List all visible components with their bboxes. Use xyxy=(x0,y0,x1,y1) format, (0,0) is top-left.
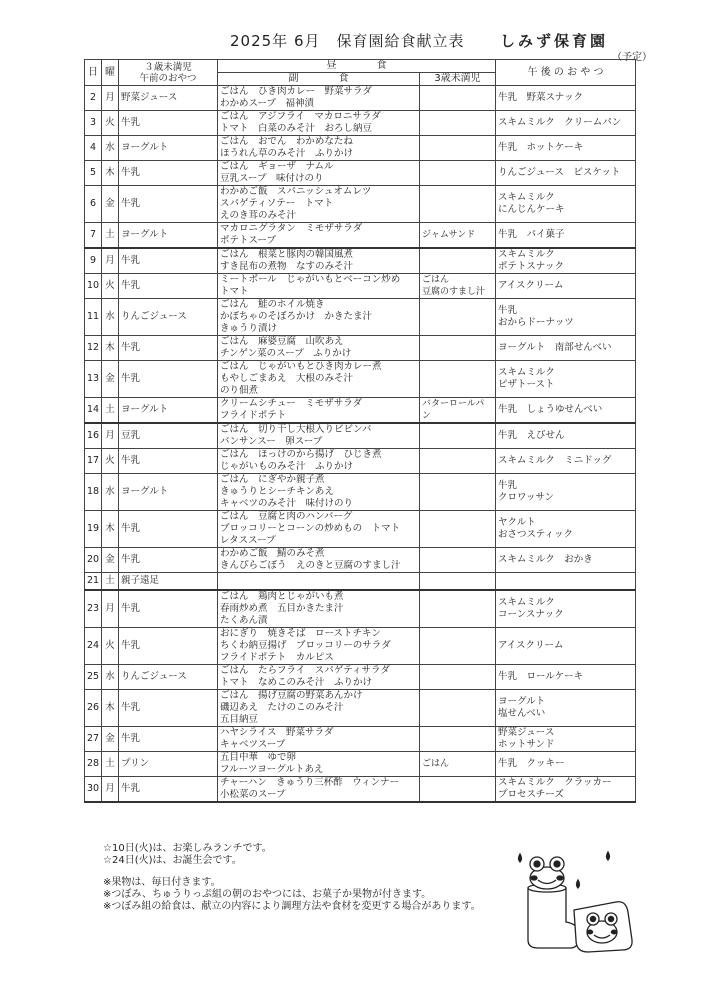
menu-row xyxy=(85,751,636,776)
am-snack-cell: プリン xyxy=(119,751,218,776)
weekday-cell: 月 xyxy=(102,86,119,111)
pm-snack-cell xyxy=(496,627,636,664)
menu-row xyxy=(85,474,636,511)
lunch-line: トマト 白菜のみそ汁 おろし納豆 xyxy=(220,123,373,134)
am-snack-cell: 牛乳 xyxy=(119,627,218,664)
frogs-in-boots-illustration xyxy=(508,840,638,960)
notes xyxy=(103,843,481,913)
pm-snack-line: 牛乳 えびせん xyxy=(498,430,565,441)
lunch-cell xyxy=(218,299,420,336)
pm-snack-line: にんじんケーキ xyxy=(498,204,565,215)
menu-table xyxy=(84,59,636,803)
day-cell: 18 xyxy=(85,474,102,511)
am-snack-cell: ヨーグルト xyxy=(119,474,218,511)
weekday-cell: 土 xyxy=(102,398,119,424)
am-snack-cell: 豆乳 xyxy=(119,423,218,449)
pm-snack-cell xyxy=(496,474,636,511)
lunch-line: ポテトスープ xyxy=(220,235,276,246)
under3-cell xyxy=(420,161,496,186)
pm-snack-cell xyxy=(496,274,636,299)
day-cell: 19 xyxy=(85,511,102,548)
lunch-line: えのき茸のみそ汁 xyxy=(220,210,297,221)
lunch-line: もやしごまあえ 大根のみそ汁 xyxy=(220,373,354,384)
lunch-line: ハヤシライス 野菜サラダ xyxy=(220,726,334,738)
header-pm-snack: 午 後 の お や つ xyxy=(496,60,636,86)
am-snack-cell: 牛乳 xyxy=(119,776,218,802)
am-snack-cell: 牛乳 xyxy=(119,726,218,751)
pm-snack-cell xyxy=(496,361,636,398)
weekday-cell: 火 xyxy=(102,627,119,664)
day-cell: 30 xyxy=(85,776,102,802)
pm-snack-line: 牛乳 xyxy=(498,480,518,491)
pm-snack-cell xyxy=(496,111,636,136)
pm-snack-line: ヨーグルト 南部せんべい xyxy=(498,342,612,353)
lunch-cell xyxy=(218,474,420,511)
lunch-line: キャベツスープ xyxy=(220,738,286,750)
lunch-line: ごはん にぎやか親子煮 xyxy=(220,474,325,485)
pm-snack-cell xyxy=(496,548,636,573)
am-snack-cell: りんごジュース xyxy=(119,299,218,336)
am-snack-cell: 牛乳 xyxy=(119,336,218,361)
lunch-line: ブロッコリーとコーンの炒めもの トマト xyxy=(220,523,401,534)
lunch-line: かぼちゃのそぼろかけ かきたま汁 xyxy=(220,311,373,322)
under3-cell xyxy=(420,573,496,590)
day-cell: 27 xyxy=(85,726,102,751)
day-cell: 16 xyxy=(85,423,102,449)
weekday-cell: 月 xyxy=(102,776,119,802)
pm-snack-cell xyxy=(496,136,636,161)
am-snack-cell: ヨーグルト xyxy=(119,136,218,161)
weekday-cell: 火 xyxy=(102,111,119,136)
day-cell: 6 xyxy=(85,186,102,223)
menu-row xyxy=(85,223,636,249)
header-weekday: 曜 xyxy=(102,60,119,86)
lunch-cell xyxy=(218,398,420,424)
lunch-line: ごはん 揚げ豆腐の野菜あんかけ xyxy=(220,689,363,701)
day-cell: 17 xyxy=(85,449,102,474)
lunch-cell xyxy=(218,161,420,186)
lunch-cell xyxy=(218,573,420,590)
lunch-line: じゃがいものみそ汁 ふりかけ xyxy=(220,461,354,472)
pm-snack-line: おからドーナッツ xyxy=(498,317,574,328)
pm-snack-line: 牛乳 xyxy=(498,305,518,316)
day-cell: 12 xyxy=(85,336,102,361)
lunch-line: スパゲティソテー トマト xyxy=(220,198,334,209)
weekday-cell: 金 xyxy=(102,361,119,398)
day-cell: 10 xyxy=(85,274,102,299)
lunch-line: きんぴらごぼう えのきと豆腐のすまし汁 xyxy=(220,560,401,571)
note-gap xyxy=(103,867,481,877)
pm-snack-line: ピザトースト xyxy=(498,379,555,390)
menu-row xyxy=(85,511,636,548)
weekday-cell: 金 xyxy=(102,548,119,573)
header-lunch: 昼 食 xyxy=(218,60,496,73)
menu-row xyxy=(85,299,636,336)
pm-snack-line: 塩せんべい xyxy=(498,707,546,719)
pm-snack-line: スキムミルク xyxy=(498,367,555,378)
under3-cell xyxy=(420,664,496,689)
pm-snack-cell xyxy=(496,336,636,361)
lunch-cell xyxy=(218,548,420,573)
menu-row xyxy=(85,274,636,299)
pm-snack-line: 牛乳 しょうゆせんべい xyxy=(498,404,603,415)
day-cell: 13 xyxy=(85,361,102,398)
header-am-snack: ３歳未満児 午前のおやつ xyxy=(119,60,218,86)
day-cell: 2 xyxy=(85,86,102,111)
pm-snack-cell xyxy=(496,573,636,590)
lunch-line: 小松菜のスープ xyxy=(220,788,286,800)
pm-snack-line: ヨーグルト xyxy=(498,695,546,707)
pm-snack-line: コーンスナック xyxy=(498,608,564,620)
am-snack-cell: 牛乳 xyxy=(119,186,218,223)
am-snack-cell: 牛乳 xyxy=(119,689,218,726)
lunch-line: フライドポテト カルピス xyxy=(220,651,334,663)
under3-cell xyxy=(420,548,496,573)
lunch-cell xyxy=(218,274,420,299)
day-cell: 3 xyxy=(85,111,102,136)
lunch-cell xyxy=(218,664,420,689)
lunch-cell xyxy=(218,361,420,398)
lunch-line: フルーツヨーグルトあえ xyxy=(220,763,324,775)
weekday-cell: 月 xyxy=(102,423,119,449)
lunch-line: ごはん 麻婆豆腐 山吹あえ xyxy=(220,336,344,347)
pm-snack-cell xyxy=(496,248,636,274)
pm-snack-line: クロワッサン xyxy=(498,492,555,503)
lunch-line: ごはん 豆腐と肉のハンバーグ xyxy=(220,511,353,522)
lunch-cell xyxy=(218,511,420,548)
am-snack-cell: 親子遠足 xyxy=(119,573,218,590)
menu-row xyxy=(85,423,636,449)
lunch-line: わかめスープ 福神漬 xyxy=(220,98,315,109)
header-day: 日 xyxy=(85,60,102,86)
day-cell: 14 xyxy=(85,398,102,424)
pm-snack-line: おさつスティック xyxy=(498,529,574,540)
header-side-dish: 副 食 xyxy=(218,73,420,86)
weekday-cell: 月 xyxy=(102,248,119,274)
lunch-line: トマト xyxy=(220,286,249,297)
day-cell: 11 xyxy=(85,299,102,336)
pm-snack-line: 牛乳 クッキー xyxy=(498,757,565,769)
day-cell: 25 xyxy=(85,664,102,689)
lunch-line: 春雨炒め煮 五目かきたま汁 xyxy=(220,602,344,614)
lunch-cell xyxy=(218,726,420,751)
pm-snack-line: 牛乳 ホットケーキ xyxy=(498,142,584,153)
lunch-cell xyxy=(218,336,420,361)
under3-cell: ごはん xyxy=(420,751,496,776)
menu-row xyxy=(85,548,636,573)
weekday-cell: 水 xyxy=(102,474,119,511)
am-snack-cell: 牛乳 xyxy=(119,111,218,136)
under3-cell xyxy=(420,590,496,628)
pm-snack-cell xyxy=(496,776,636,802)
pm-snack-line: スキムミルク クラッカー xyxy=(498,776,612,788)
lunch-line: ごはん おでん わかめなたね xyxy=(220,136,353,147)
lunch-cell xyxy=(218,86,420,111)
menu-row xyxy=(85,776,636,802)
weekday-cell: 火 xyxy=(102,449,119,474)
pm-snack-line: スキムミルク クリームパン xyxy=(498,117,622,128)
day-cell: 4 xyxy=(85,136,102,161)
lunch-line: マカロニグラタン ミモザサラダ xyxy=(220,223,363,234)
school-name: しみず保育園 xyxy=(500,32,609,50)
menu-row xyxy=(85,86,636,111)
lunch-cell xyxy=(218,776,420,802)
pm-snack-line: 牛乳 ロールケーキ xyxy=(498,670,584,682)
weekday-cell: 水 xyxy=(102,136,119,161)
am-snack-cell: 牛乳 xyxy=(119,274,218,299)
lunch-cell xyxy=(218,449,420,474)
lunch-line: ごはん ギョーザ ナムル xyxy=(220,161,334,172)
lunch-cell xyxy=(218,111,420,136)
weekday-cell: 土 xyxy=(102,751,119,776)
lunch-cell xyxy=(218,248,420,274)
pm-snack-cell xyxy=(496,726,636,751)
pm-snack-line: スキムミルク ミニドッグ xyxy=(498,455,612,466)
pm-snack-line: スキムミルク xyxy=(498,596,555,608)
am-snack-cell: りんごジュース xyxy=(119,664,218,689)
lunch-line: チャーハン きゅうり三杯酢 ウィンナー xyxy=(220,776,400,788)
lunch-line: レタススープ xyxy=(220,535,276,546)
menu-row xyxy=(85,573,636,590)
am-snack-cell: 牛乳 xyxy=(119,590,218,628)
day-cell: 24 xyxy=(85,627,102,664)
under3-cell: ジャムサンド xyxy=(420,223,496,249)
lunch-line: ミートボール じゃがいもとベーコン炒め xyxy=(220,274,401,285)
menu-row xyxy=(85,726,636,751)
under3-cell xyxy=(420,136,496,161)
lunch-line: バンサンスー 卵スープ xyxy=(220,436,323,447)
menu-row xyxy=(85,627,636,664)
weekday-cell: 火 xyxy=(102,274,119,299)
under3-cell: バターロールパン xyxy=(420,398,496,424)
am-snack-cell: 牛乳 xyxy=(119,361,218,398)
lunch-line: ごはん 切り干し大根入りビビンバ xyxy=(220,424,372,435)
pm-snack-cell xyxy=(496,223,636,249)
pm-snack-line: 牛乳 野菜スナック xyxy=(498,92,584,103)
pm-snack-line: 牛乳 パイ菓子 xyxy=(498,229,565,240)
weekday-cell: 月 xyxy=(102,590,119,628)
under3-cell xyxy=(420,248,496,274)
lunch-line: ごはん ひき肉カレー 野菜サラダ xyxy=(220,86,372,97)
note-line: ※つぼみ組の給食は、献立の内容により調理方法や食材を変更する場合があります。 xyxy=(103,901,481,912)
pm-snack-line: ポテトスナック xyxy=(498,261,565,272)
lunch-line: キャベツのみそ汁 味付けのり xyxy=(220,498,354,509)
page-title: 2025年 6月 保育園給食献立表 xyxy=(230,32,465,50)
day-cell: 7 xyxy=(85,223,102,249)
am-snack-cell: 牛乳 xyxy=(119,548,218,573)
lunch-line: ごはん 鮭のホイル焼き xyxy=(220,299,325,310)
lunch-line: たくあん漬 xyxy=(220,614,268,626)
page-header xyxy=(0,30,707,54)
lunch-line: のり佃煮 xyxy=(220,385,259,396)
lunch-line: ごはん たらフライ スパゲティサラダ xyxy=(220,664,390,676)
pm-snack-cell xyxy=(496,664,636,689)
weekday-cell: 金 xyxy=(102,726,119,751)
lunch-line: ほうれん草のみそ汁 ふりかけ xyxy=(220,148,354,159)
menu-row xyxy=(85,449,636,474)
pm-snack-line: スキムミルク xyxy=(498,249,555,260)
lunch-line: 磯辺あえ たけのこのみそ汁 xyxy=(220,701,344,713)
weekday-cell: 木 xyxy=(102,689,119,726)
under3-cell xyxy=(420,776,496,802)
lunch-line: フライドポテト xyxy=(220,410,287,421)
under3-cell xyxy=(420,186,496,223)
pm-snack-line: 野菜ジュース xyxy=(498,726,555,738)
under3-cell xyxy=(420,726,496,751)
lunch-line: わかめご飯 スパニッシュオムレツ xyxy=(220,186,372,197)
menu-row xyxy=(85,111,636,136)
pm-snack-line: ホットサンド xyxy=(498,738,555,750)
menu-row xyxy=(85,664,636,689)
lunch-line: トマト なめこのみそ汁 ふりかけ xyxy=(220,676,373,688)
pm-snack-line: アイスクリーム xyxy=(498,639,564,651)
lunch-cell xyxy=(218,223,420,249)
menu-row xyxy=(85,161,636,186)
lunch-line: ごはん 鶏肉とじゃがいも煮 xyxy=(220,590,344,602)
pm-snack-line: プロセスチーズ xyxy=(498,788,564,800)
pm-snack-cell xyxy=(496,398,636,424)
weekday-cell: 水 xyxy=(102,664,119,689)
menu-body xyxy=(85,86,636,802)
day-cell: 20 xyxy=(85,548,102,573)
under3-cell xyxy=(420,627,496,664)
pm-snack-line: アイスクリーム xyxy=(498,280,564,291)
planned-label: （予定） xyxy=(612,52,652,63)
menu-row xyxy=(85,590,636,628)
lunch-line: ごはん アジフライ マカロニサラダ xyxy=(220,111,381,122)
header-under3: 3歳未満児 xyxy=(420,73,496,86)
day-cell: 28 xyxy=(85,751,102,776)
under3-cell xyxy=(420,449,496,474)
pm-snack-cell xyxy=(496,86,636,111)
lunch-line: おにぎり 焼きそば ローストチキン xyxy=(220,627,381,639)
menu-row xyxy=(85,361,636,398)
pm-snack-cell xyxy=(496,423,636,449)
lunch-line: きゅうりとシーチキンあえ xyxy=(220,486,334,497)
am-snack-cell: ヨーグルト xyxy=(119,398,218,424)
pm-snack-cell xyxy=(496,186,636,223)
pm-snack-cell xyxy=(496,511,636,548)
under3-cell xyxy=(420,361,496,398)
lunch-line: チンゲン菜のスープ ふりかけ xyxy=(220,348,352,359)
under3-cell xyxy=(420,299,496,336)
weekday-cell: 金 xyxy=(102,186,119,223)
under3-cell: ごはん 豆腐のすまし汁 xyxy=(420,274,496,299)
under3-cell xyxy=(420,511,496,548)
menu-row xyxy=(85,186,636,223)
under3-cell xyxy=(420,474,496,511)
pm-snack-cell xyxy=(496,299,636,336)
pm-snack-cell xyxy=(496,689,636,726)
pm-snack-cell xyxy=(496,751,636,776)
lunch-cell xyxy=(218,186,420,223)
lunch-cell xyxy=(218,423,420,449)
weekday-cell: 木 xyxy=(102,511,119,548)
lunch-cell xyxy=(218,627,420,664)
lunch-cell xyxy=(218,689,420,726)
lunch-cell xyxy=(218,590,420,628)
pm-snack-line: ヤクルト xyxy=(498,517,536,528)
pm-snack-line: りんごジュース ビスケット xyxy=(498,167,621,178)
lunch-line: 五目中華 ゆで卵 xyxy=(220,751,297,763)
lunch-line: ちくわ納豆揚げ ブロッコリーのサラダ xyxy=(220,639,391,651)
am-snack-cell: 牛乳 xyxy=(119,511,218,548)
pm-snack-line: スキムミルク xyxy=(498,192,555,203)
note-line: ☆24日(火)は、お誕生会です。 xyxy=(103,855,242,866)
lunch-line: ごはん ほっけのから揚げ ひじき煮 xyxy=(220,449,382,460)
lunch-cell xyxy=(218,751,420,776)
lunch-line: クリームシチュー ミモザサラダ xyxy=(220,398,363,409)
lunch-line: ごはん 根菜と豚肉の韓国風煮 xyxy=(220,249,354,260)
am-snack-cell: 野菜ジュース xyxy=(119,86,218,111)
weekday-cell: 土 xyxy=(102,223,119,249)
day-cell: 21 xyxy=(85,573,102,590)
pm-snack-cell xyxy=(496,449,636,474)
lunch-line: 豆乳スープ 味付けのり xyxy=(220,173,324,184)
weekday-cell: 土 xyxy=(102,573,119,590)
under3-cell xyxy=(420,111,496,136)
weekday-cell: 木 xyxy=(102,336,119,361)
note-line: ※つぼみ、ちゅうりっぷ組の朝のおやつには、お菓子か果物が付きます。 xyxy=(103,889,432,900)
weekday-cell: 木 xyxy=(102,161,119,186)
menu-row xyxy=(85,689,636,726)
lunch-line: ごはん じゃがいもとひき肉カレー煮 xyxy=(220,361,382,372)
menu-row xyxy=(85,136,636,161)
pm-snack-cell xyxy=(496,590,636,628)
under3-cell xyxy=(420,336,496,361)
weekday-cell: 水 xyxy=(102,299,119,336)
lunch-line: きゅうり漬け xyxy=(220,323,278,334)
day-cell: 23 xyxy=(85,590,102,628)
under3-cell xyxy=(420,86,496,111)
menu-row xyxy=(85,248,636,274)
am-snack-cell: ヨーグルト xyxy=(119,223,218,249)
am-snack-cell: 牛乳 xyxy=(119,248,218,274)
day-cell: 5 xyxy=(85,161,102,186)
menu-row xyxy=(85,336,636,361)
menu-row xyxy=(85,398,636,424)
am-snack-cell: 牛乳 xyxy=(119,161,218,186)
lunch-line: 五目納豆 xyxy=(220,713,259,725)
lunch-line: すき昆布の煮物 なすのみそ汁 xyxy=(220,261,354,272)
note-line: ※果物は、毎日付きます。 xyxy=(103,877,221,888)
note-line: ☆10日(火)は、お楽しみランチです。 xyxy=(103,843,272,854)
day-cell: 26 xyxy=(85,689,102,726)
pm-snack-cell xyxy=(496,161,636,186)
day-cell: 9 xyxy=(85,248,102,274)
under3-cell xyxy=(420,423,496,449)
under3-cell xyxy=(420,689,496,726)
lunch-cell xyxy=(218,136,420,161)
lunch-line: わかめご飯 鯖のみそ煮 xyxy=(220,548,325,559)
pm-snack-line: スキムミルク おかき xyxy=(498,554,593,565)
am-snack-cell: 牛乳 xyxy=(119,449,218,474)
